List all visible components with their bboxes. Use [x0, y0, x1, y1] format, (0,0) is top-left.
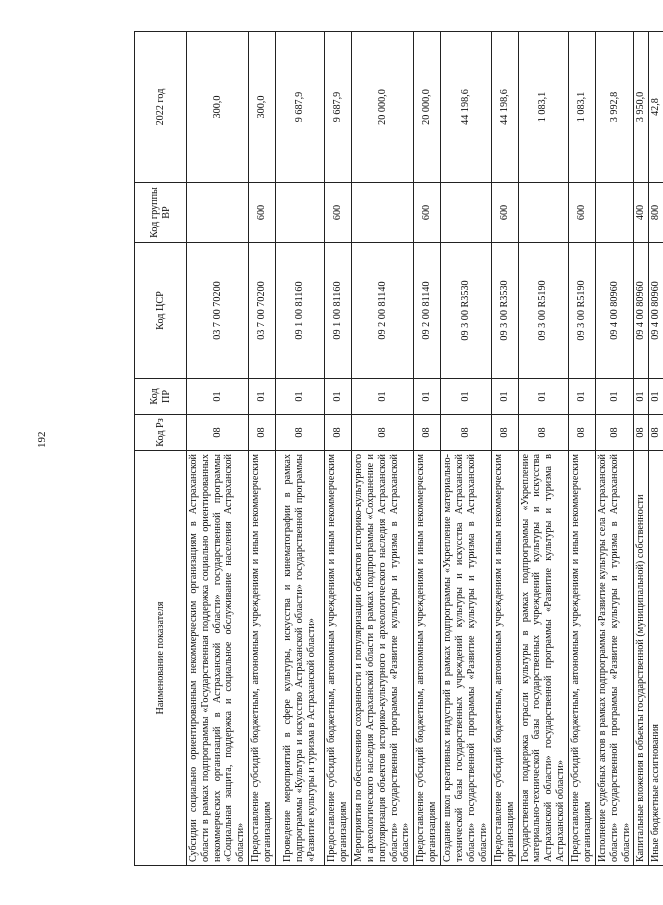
row-vr: 400 — [634, 183, 649, 243]
row-pr: 01 — [352, 379, 414, 415]
row-rz: 08 — [595, 415, 633, 451]
row-csr: 09 1 00 81160 — [276, 243, 325, 379]
row-vr: 800 — [649, 183, 663, 243]
table-row — [441, 32, 491, 866]
row-pr: 01 — [249, 379, 276, 415]
row-rz: 08 — [414, 415, 441, 451]
header-name: Наименование показателя — [135, 451, 187, 866]
header-vr: Код группы ВР — [135, 183, 187, 243]
row-csr: 09 2 00 81140 — [414, 243, 441, 379]
row-csr: 03 7 00 70200 — [249, 243, 276, 379]
row-pr: 01 — [491, 379, 518, 415]
row-pr: 01 — [325, 379, 352, 415]
row-vr — [441, 183, 491, 243]
table-row — [518, 32, 568, 866]
row-name: Капитальные вложения в объекты государственной (муниципальной) собственности — [634, 451, 649, 866]
row-rz: 08 — [634, 415, 649, 451]
row-name: Субсидии социально ориентированным некоммерческим организациям в Астраханской области в рамках подпрограммы «Государственная поддержка социально ориентированных некоммерческих организаций в Астраханской области» государственной программы «Социальная защита, поддержка и социальное обслуживание населения Астраханской области» — [187, 451, 249, 866]
row-vr: 600 — [414, 183, 441, 243]
row-csr: 09 3 00 R3530 — [441, 243, 491, 379]
row-sum: 300,0 — [187, 32, 249, 183]
row-pr: 01 — [518, 379, 568, 415]
row-csr: 09 1 00 81160 — [325, 243, 352, 379]
row-sum: 3 992,8 — [595, 32, 633, 183]
row-rz: 08 — [249, 415, 276, 451]
row-name: Создание школ креативных индустрий в рамках подпрограммы «Укрепление материально-технической базы государственных учреждений культуры и искусства Астраханской области» государственной программы «Развитие культуры и туризма в Астраханской области» — [441, 451, 491, 866]
table-row — [491, 32, 518, 866]
row-csr: 09 3 00 R5190 — [568, 243, 595, 379]
row-pr: 01 — [414, 379, 441, 415]
row-vr — [352, 183, 414, 243]
table-row — [634, 32, 649, 866]
row-sum: 20 000,0 — [414, 32, 441, 183]
budget-table — [134, 31, 663, 866]
row-name: Предоставление субсидий бюджетным, автономным учреждениям и иным некоммерческим организациям — [414, 451, 441, 866]
header-csr: Код ЦСР — [135, 243, 187, 379]
row-sum: 9 687,9 — [276, 32, 325, 183]
row-vr — [187, 183, 249, 243]
row-vr: 600 — [249, 183, 276, 243]
row-name: Предоставление субсидий бюджетным, автономным учреждениям и иным некоммерческим организациям — [491, 451, 518, 866]
header-rz: Код Рз — [135, 415, 187, 451]
header-year: 2022 год — [135, 32, 187, 183]
row-pr: 01 — [187, 379, 249, 415]
row-sum: 44 198,6 — [491, 32, 518, 183]
row-rz: 08 — [187, 415, 249, 451]
table-row — [325, 32, 352, 866]
row-name: Предоставление субсидий бюджетным, автономным учреждениям и иным некоммерческим организациям — [325, 451, 352, 866]
row-rz: 08 — [518, 415, 568, 451]
row-vr: 600 — [325, 183, 352, 243]
row-pr: 01 — [634, 379, 649, 415]
row-rz: 08 — [441, 415, 491, 451]
row-name: Мероприятия по обеспечению сохранности и популяризации объектов историко-культурного и археологического наследия Астраханской области в рамках подпрограммы «Сохранение и популяризация объектов историко-культурного и археологического наследия Астраханской области» государственной программы «Развитие культуры и туризма в Астраханской области» — [352, 451, 414, 866]
row-sum: 9 687,9 — [325, 32, 352, 183]
row-name: Иные бюджетные ассигнования — [649, 451, 663, 866]
table-header-row — [135, 32, 187, 866]
row-name: Проведение мероприятий в сфере культуры, искусства и кинематографии в рамках подпрограммы «Культура и искусство Астраханской области» государственной программы «Развитие культуры и туризма в Астраханской области» — [276, 451, 325, 866]
row-sum: 20 000,0 — [352, 32, 414, 183]
row-vr — [518, 183, 568, 243]
row-sum: 3 950,0 — [634, 32, 649, 183]
row-pr: 01 — [595, 379, 633, 415]
row-sum: 1 083,1 — [568, 32, 595, 183]
row-rz: 08 — [649, 415, 663, 451]
table-row — [568, 32, 595, 866]
row-pr: 01 — [568, 379, 595, 415]
page-number: 192 — [36, 431, 48, 448]
row-csr: 09 4 00 80960 — [634, 243, 649, 379]
row-rz: 08 — [568, 415, 595, 451]
table-row — [249, 32, 276, 866]
row-csr: 09 2 00 81140 — [352, 243, 414, 379]
row-rz: 08 — [352, 415, 414, 451]
row-sum: 44 198,6 — [441, 32, 491, 183]
row-csr: 03 7 00 70200 — [187, 243, 249, 379]
row-csr: 09 3 00 R3530 — [491, 243, 518, 379]
row-sum: 300,0 — [249, 32, 276, 183]
row-vr — [276, 183, 325, 243]
row-csr: 09 4 00 80960 — [649, 243, 663, 379]
table-row — [276, 32, 325, 866]
row-name: Исполнение судебных актов в рамках подпрограммы «Развитие культуры села Астраханской области» государственной программы «Развитие культуры и туризма в Астраханской области» — [595, 451, 633, 866]
row-pr: 01 — [649, 379, 663, 415]
row-csr: 09 4 00 80960 — [595, 243, 633, 379]
row-pr: 01 — [441, 379, 491, 415]
row-name: Предоставление субсидий бюджетным, автономным учреждениям и иным некоммерческим организациям — [249, 451, 276, 866]
budget-table-sheet — [134, 32, 662, 866]
row-rz: 08 — [276, 415, 325, 451]
row-name: Государственная поддержка отрасли культуры в рамках подпрограммы «Укрепление материально-технической базы государственных учреждений культуры и искусства Астраханской области» государственной программы «Развитие культуры и туризма в Астраханской области» — [518, 451, 568, 866]
row-pr: 01 — [276, 379, 325, 415]
row-csr: 09 3 00 R5190 — [518, 243, 568, 379]
row-vr — [595, 183, 633, 243]
row-sum: 1 083,1 — [518, 32, 568, 183]
header-pr: Код ПР — [135, 379, 187, 415]
table-row — [414, 32, 441, 866]
table-row — [352, 32, 414, 866]
row-vr: 600 — [568, 183, 595, 243]
row-rz: 08 — [325, 415, 352, 451]
table-row — [649, 32, 663, 866]
row-vr: 600 — [491, 183, 518, 243]
row-rz: 08 — [491, 415, 518, 451]
row-sum: 42,8 — [649, 32, 663, 183]
table-row — [595, 32, 633, 866]
table-row — [187, 32, 249, 866]
row-name: Предоставление субсидий бюджетным, автономным учреждениям и иным некоммерческим организациям — [568, 451, 595, 866]
